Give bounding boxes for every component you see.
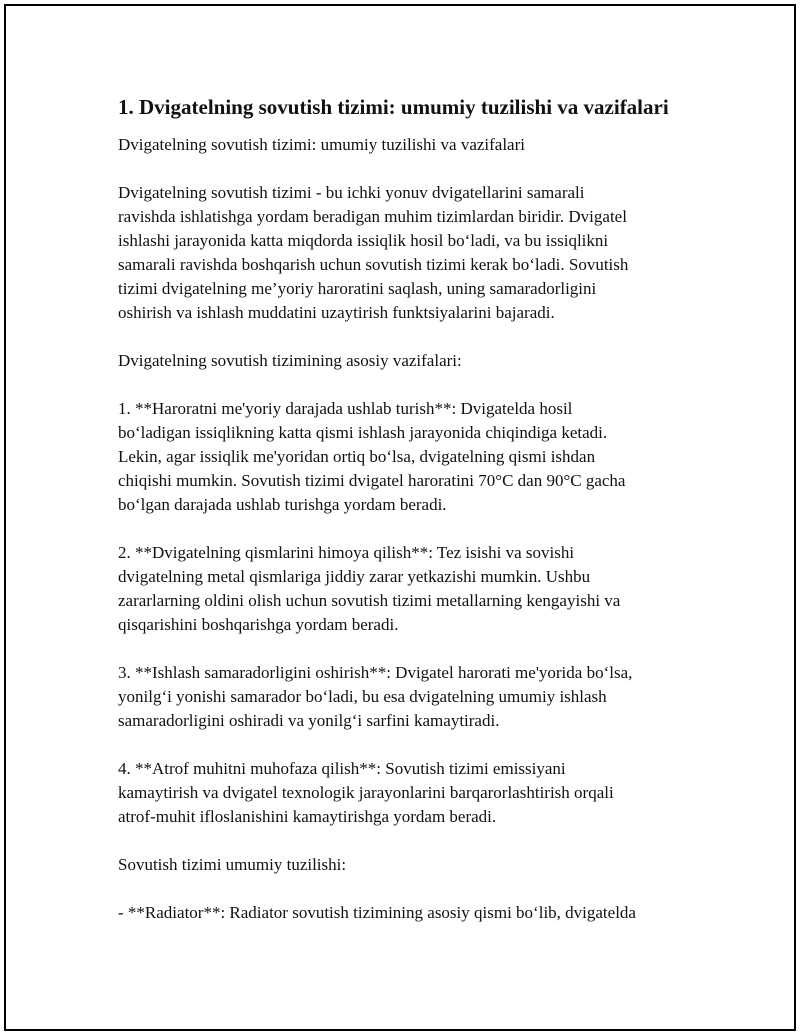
text-line: zararlarning oldini olish uchun sovutish tizimi metallarning kengayishi va (118, 591, 621, 610)
text-line: atrof-muhit ifloslanishini kamaytirishga yordam beradi. (118, 807, 497, 826)
text-line: bo‘ladigan issiqlikning katta qismi ishlash jarayonida chiqindiga ketadi. (118, 423, 608, 442)
structure-item-radiator (118, 901, 698, 925)
text-line: ravishda ishlatishga yordam beradigan muhim tizimlardan biridir. Dvigatel (118, 207, 627, 226)
text-line: dvigatelning metal qismlariga jiddiy zarar yetkazishi mumkin. Ushbu (118, 567, 591, 586)
structure-heading-paragraph (118, 853, 698, 877)
text-line: 4. **Atrof muhitni muhofaza qilish**: Sovutish tizimi emissiyani (118, 759, 566, 778)
text-line: samarali ravishda boshqarish uchun sovutish tizimi kerak bo‘ladi. Sovutish (118, 255, 629, 274)
text-line: 2. **Dvigatelning qismlarini himoya qilish**: Tez isishi va sovishi (118, 543, 575, 562)
function-item-3 (118, 661, 698, 733)
document-body (118, 93, 698, 925)
document-title: 1. Dvigatelning sovutish tizimi: umumiy tuzilishi va vazifalari (118, 95, 669, 119)
text-line: qisqarishini boshqarishga yordam beradi. (118, 615, 399, 634)
intro-paragraph (118, 181, 698, 325)
text-line: chiqishi mumkin. Sovutish tizimi dvigatel haroratini 70°C dan 90°C gacha (118, 471, 626, 490)
text-line: Sovutish tizimi umumiy tuzilishi: (118, 855, 347, 874)
functions-heading-paragraph (118, 349, 698, 373)
text-line: bo‘lgan darajada ushlab turishga yordam beradi. (118, 495, 447, 514)
text-line: Dvigatelning sovutish tizimi: umumiy tuzilishi va vazifalari (118, 135, 525, 154)
text-line: kamaytirish va dvigatel texnologik jarayonlarini barqarorlashtirish orqali (118, 783, 614, 802)
text-line: - **Radiator**: Radiator sovutish tizimining asosiy qismi bo‘lib, dvigatelda (118, 903, 636, 922)
text-line: 1. **Haroratni me'yoriy darajada ushlab turish**: Dvigatelda hosil (118, 399, 573, 418)
text-line: Dvigatelning sovutish tizimining asosiy vazifalari: (118, 351, 462, 370)
text-line: Lekin, agar issiqlik me'yoridan ortiq bo‘lsa, dvigatelning qismi ishdan (118, 447, 596, 466)
text-line: tizimi dvigatelning me’yoriy haroratini saqlash, uning samaradorligini (118, 279, 597, 298)
text-line: Dvigatelning sovutish tizimi - bu ichki yonuv dvigatellarini samarali (118, 183, 585, 202)
text-line: ishlashi jarayonida katta miqdorda issiqlik hosil bo‘ladi, va bu issiqlikni (118, 231, 609, 250)
function-item-1 (118, 397, 698, 517)
subtitle-paragraph (118, 133, 698, 157)
text-line: samaradorligini oshiradi va yonilg‘i sarfini kamaytiradi. (118, 711, 500, 730)
text-line: yonilg‘i yonishi samarador bo‘ladi, bu esa dvigatelning umumiy ishlash (118, 687, 607, 706)
text-line: 3. **Ishlash samaradorligini oshirish**: Dvigatel harorati me'yorida bo‘lsa, (118, 663, 633, 682)
text-line: oshirish va ishlash muddatini uzaytirish funktsiyalarini bajaradi. (118, 303, 555, 322)
function-item-2 (118, 541, 698, 637)
function-item-4 (118, 757, 698, 829)
